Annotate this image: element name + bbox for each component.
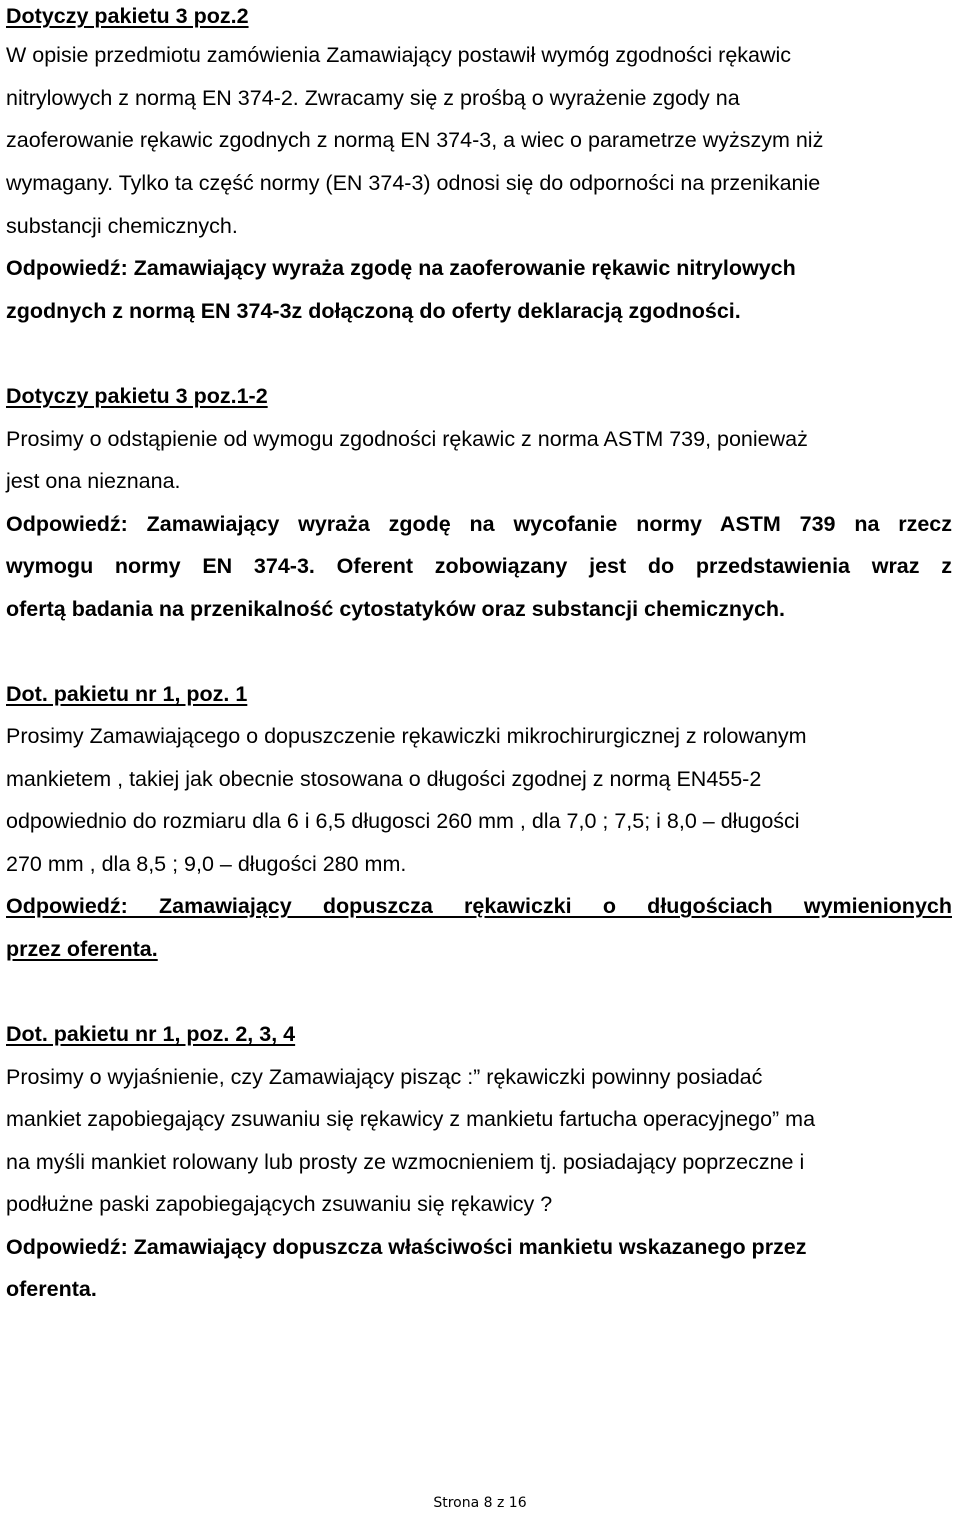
answer-line: oferenta. bbox=[6, 1277, 97, 1301]
question-line: wymagany. Tylko ta część normy (EN 374-3) odnosi się do odporności na przenikanie bbox=[6, 171, 821, 195]
answer-line: Odpowiedź: Zamawiający dopuszcza właściwości mankietu wskazanego przez bbox=[6, 1235, 807, 1259]
answer-line: przez oferenta. bbox=[6, 937, 158, 961]
question-line: Prosimy o odstąpienie od wymogu zgodności rękawic z norma ASTM 739, ponieważ bbox=[6, 427, 808, 451]
section-heading: Dot. pakietu nr 1, poz. 1 bbox=[6, 682, 248, 706]
question-line: nitrylowych z normą EN 374-2. Zwracamy się z prośbą o wyrażenie zgody na bbox=[6, 86, 740, 110]
answer-line: Odpowiedź: Zamawiający wyraża zgodę na wycofanie normy ASTM 739 na rzecz bbox=[6, 512, 952, 536]
answer-line: Odpowiedź: Zamawiający dopuszcza rękawiczki o długościach wymienionych bbox=[6, 894, 952, 918]
section-heading: Dotyczy pakietu 3 poz.2 bbox=[6, 4, 249, 28]
section-heading: Dot. pakietu nr 1, poz. 2, 3, 4 bbox=[6, 1022, 296, 1046]
answer-line: wymogu normy EN 374-3. Oferent zobowiązany jest do przedstawienia wraz z bbox=[6, 554, 952, 578]
answer-line: ofertą badania na przenikalność cytostatyków oraz substancji chemicznych. bbox=[6, 597, 786, 621]
question-line: mankiet zapobiegający zsuwaniu się rękawicy z mankietu fartucha operacyjnego” ma bbox=[6, 1107, 816, 1131]
question-line: substancji chemicznych. bbox=[6, 214, 238, 238]
question-line: odpowiednio do rozmiaru dla 6 i 6,5 długosci 260 mm , dla 7,0 ; 7,5; i 8,0 – długości bbox=[6, 809, 800, 833]
answer-line: Odpowiedź: Zamawiający wyraża zgodę na zaoferowanie rękawic nitrylowych bbox=[6, 256, 796, 280]
question-line: 270 mm , dla 8,5 ; 9,0 – długości 280 mm. bbox=[6, 852, 407, 876]
question-line: jest ona nieznana. bbox=[6, 469, 181, 493]
question-line: zaoferowanie rękawic zgodnych z normą EN 374-3, a wiec o parametrze wyższym niż bbox=[6, 128, 824, 152]
question-line: podłużne paski zapobiegających zsuwaniu się rękawicy ? bbox=[6, 1192, 553, 1216]
section-heading: Dotyczy pakietu 3 poz.1-2 bbox=[6, 384, 268, 408]
question-line: mankietem , takiej jak obecnie stosowana o długości zgodnej z normą EN455-2 bbox=[6, 767, 762, 791]
question-line: Prosimy o wyjaśnienie, czy Zamawiający pisząc :” rękawiczki powinny posiadać bbox=[6, 1065, 763, 1089]
answer-line: zgodnych z normą EN 374-3z dołączoną do oferty deklaracją zgodności. bbox=[6, 299, 741, 323]
page-number: Strona 8 z 16 bbox=[433, 1495, 527, 1511]
question-line: Prosimy Zamawiającego o dopuszczenie rękawiczki mikrochirurgicznej z rolowanym bbox=[6, 724, 807, 748]
question-line: W opisie przedmiotu zamówienia Zamawiający postawił wymóg zgodności rękawic bbox=[6, 43, 792, 67]
question-line: na myśli mankiet rolowany lub prosty ze wzmocnieniem tj. posiadający poprzeczne i bbox=[6, 1150, 805, 1174]
